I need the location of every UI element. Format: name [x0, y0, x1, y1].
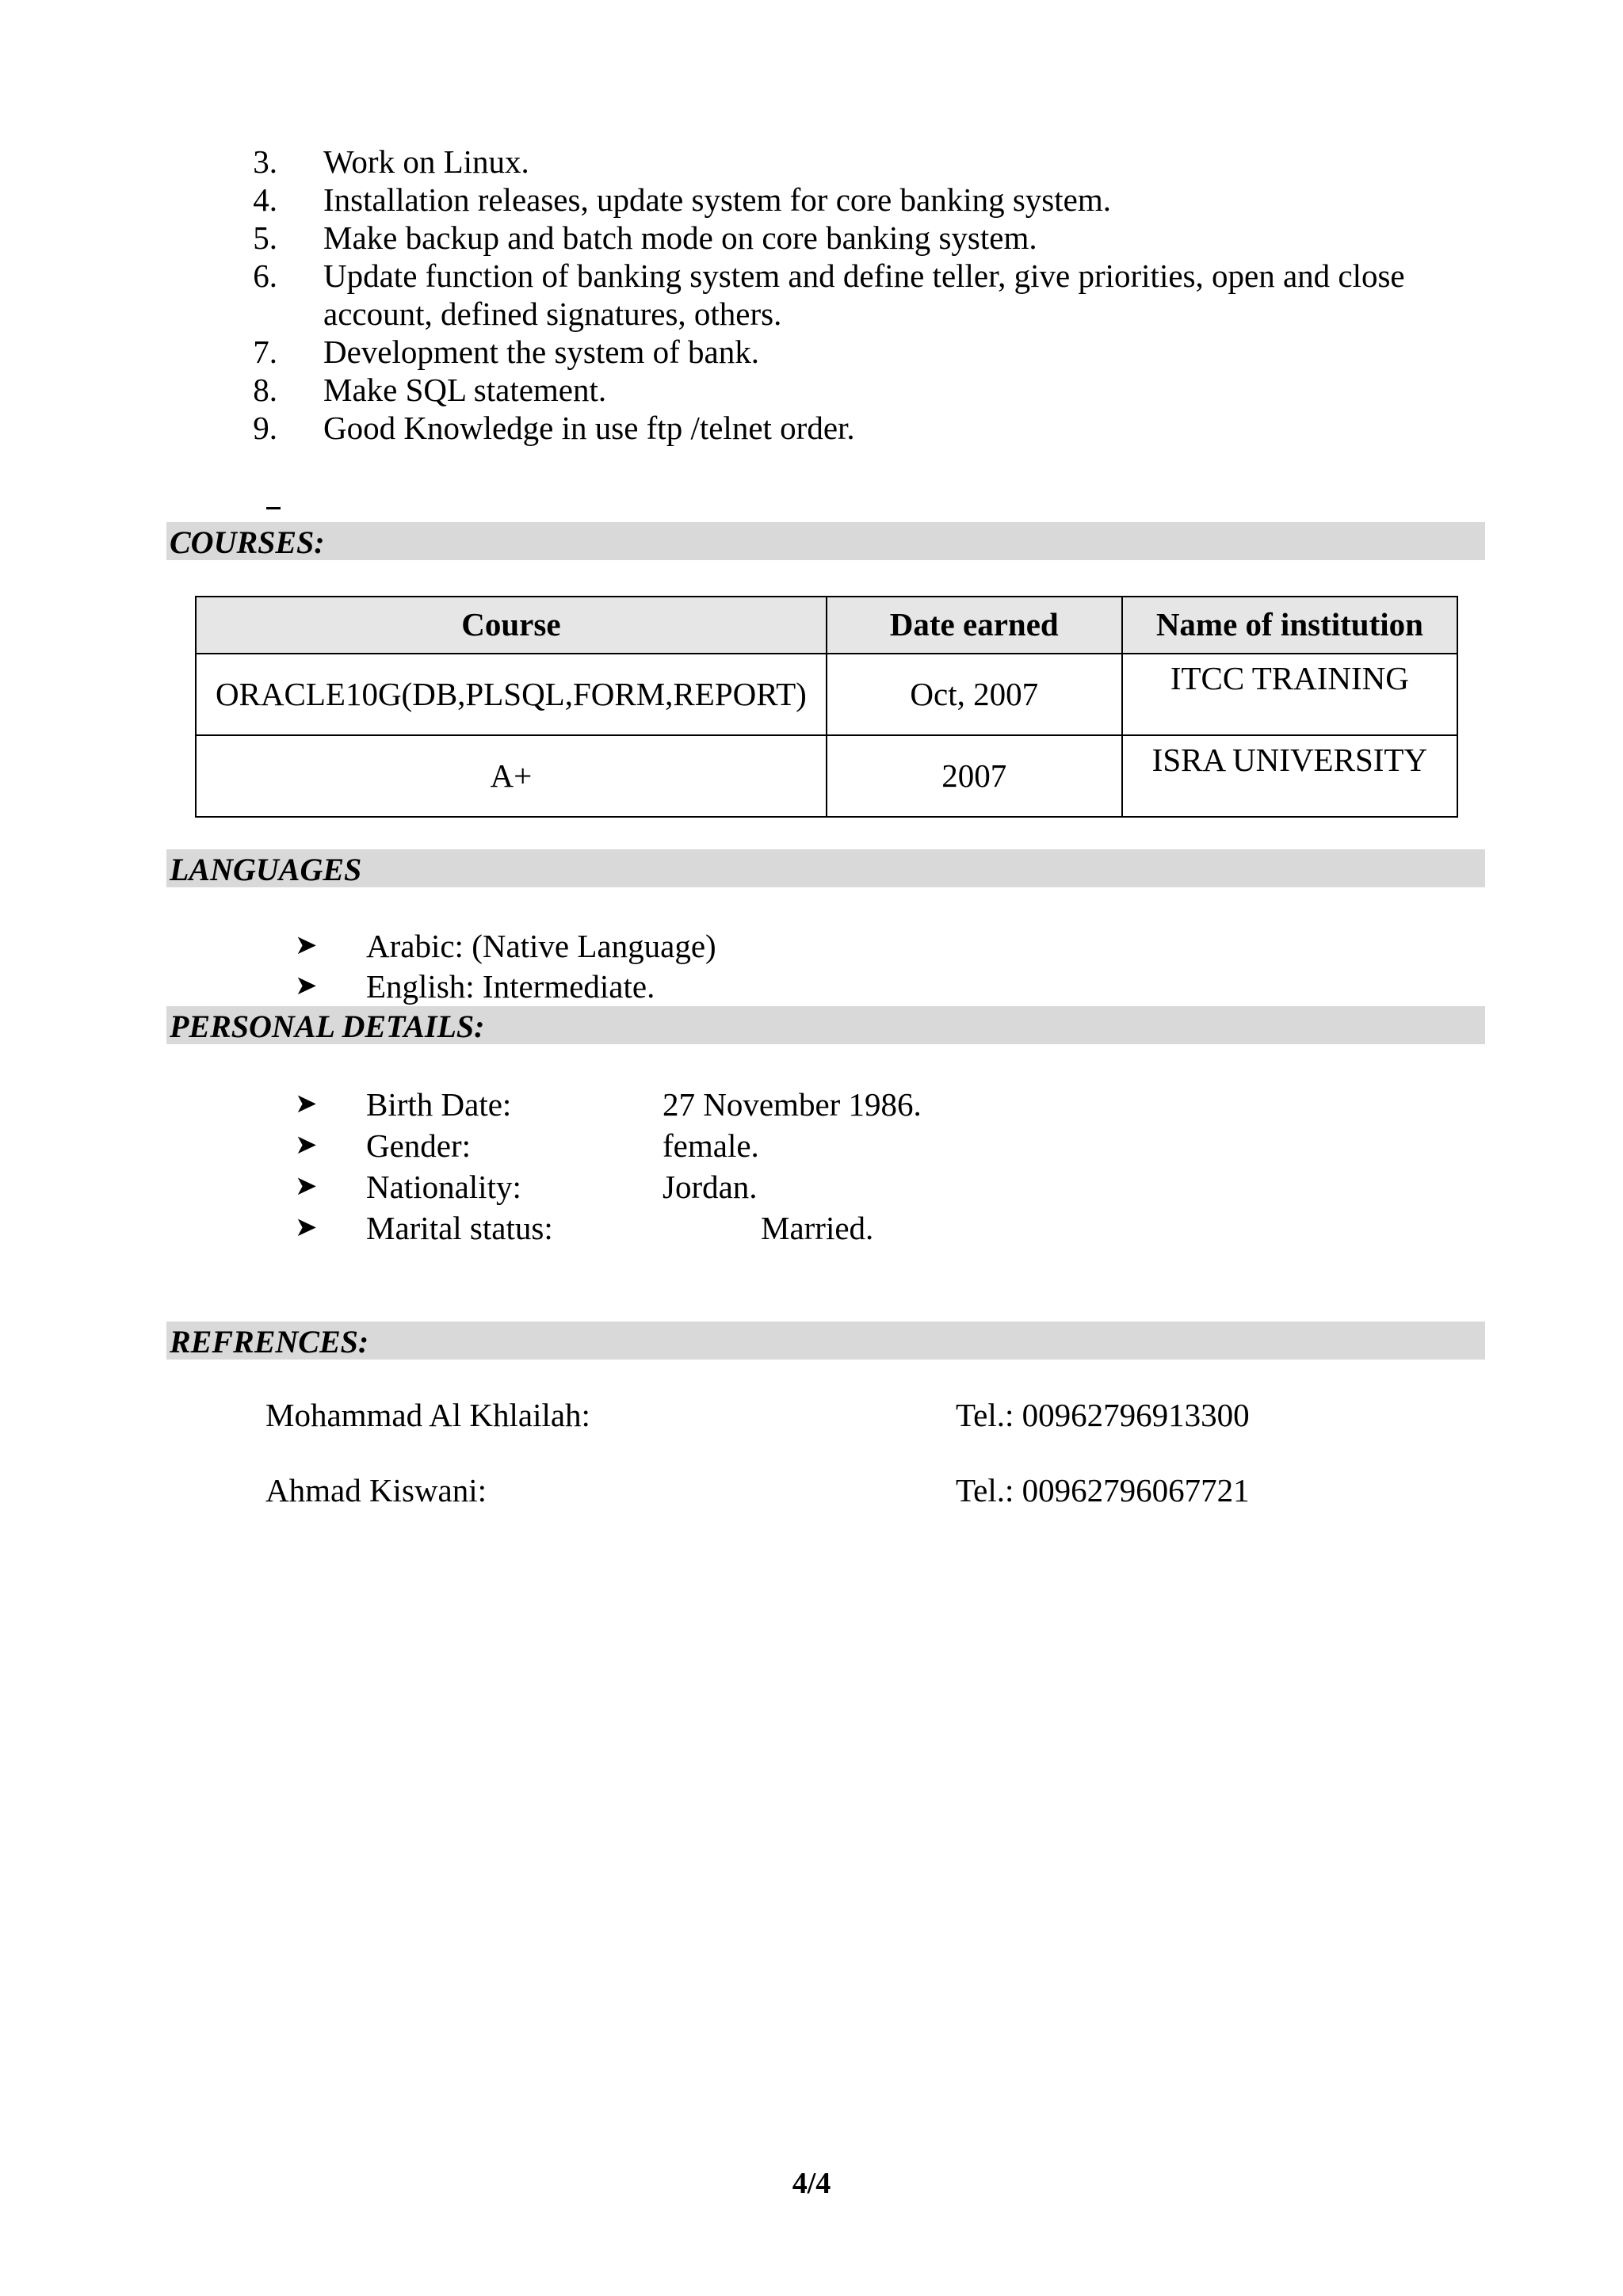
duty-number: 5. [253, 219, 277, 256]
stray-mark [266, 507, 281, 509]
language-text: English: Intermediate. [366, 968, 655, 1005]
duty-text: Update function of banking system and define teller, give priorities, open and close [323, 257, 1405, 294]
column-header-institution: Name of institution [1122, 597, 1457, 654]
arrowhead-bullet-icon: ➤ [295, 1089, 318, 1119]
duty-number: 4. [253, 181, 277, 218]
personal-section-bar [166, 1006, 1485, 1044]
reference-name: Mohammad Al Khlailah: [265, 1397, 590, 1433]
duty-text: Good Knowledge in use ftp /telnet order. [323, 410, 855, 446]
courses-table [195, 596, 1458, 818]
personal-value: Jordan. [663, 1169, 758, 1205]
duty-number: 3. [253, 143, 277, 180]
personal-value: Married. [761, 1210, 874, 1246]
personal-value: female. [663, 1127, 759, 1164]
date-cell: 2007 [827, 735, 1122, 817]
duty-number: 9. [253, 410, 277, 446]
references-heading: REFRENCES: [170, 1324, 369, 1360]
table-header-row [196, 597, 1457, 654]
arrowhead-bullet-icon: ➤ [295, 971, 318, 1001]
duty-text: Make backup and batch mode on core banking system. [323, 219, 1037, 256]
institution-cell: ITCC TRAINING [1122, 654, 1457, 735]
course-cell: A+ [196, 735, 827, 817]
duty-number: 8. [253, 372, 277, 408]
duty-text: account, defined signatures, others. [323, 296, 782, 332]
reference-name: Ahmad Kiswani: [265, 1472, 487, 1508]
column-header-course: Course [196, 597, 827, 654]
arrowhead-bullet-icon: ➤ [295, 1213, 318, 1242]
institution-cell: ISRA UNIVERSITY [1122, 735, 1457, 817]
page-number: 4/4 [792, 2167, 831, 2200]
duty-text: Development the system of bank. [323, 334, 759, 370]
arrowhead-bullet-icon: ➤ [295, 1131, 318, 1160]
personal-label: Gender: [366, 1127, 472, 1164]
personal-label: Birth Date: [366, 1086, 512, 1123]
languages-section-bar [166, 849, 1485, 887]
table-row [196, 654, 1457, 735]
personal-heading: PERSONAL DETAILS: [170, 1009, 485, 1044]
arrowhead-bullet-icon: ➤ [295, 931, 318, 960]
duty-number: 7. [253, 334, 277, 370]
courses-section-bar [166, 522, 1485, 560]
table-row [196, 735, 1457, 817]
courses-heading: COURSES: [170, 524, 325, 560]
duty-text: Installation releases, update system for core banking system. [323, 181, 1111, 218]
duty-text: Work on Linux. [323, 143, 529, 180]
language-text: Arabic: (Native Language) [366, 928, 716, 964]
duty-number: 6. [253, 257, 277, 294]
course-cell: ORACLE10G(DB,PLSQL,FORM,REPORT) [196, 654, 827, 735]
personal-label: Nationality: [366, 1169, 521, 1205]
duty-text: Make SQL statement. [323, 372, 607, 408]
languages-heading: LANGUAGES [170, 852, 362, 887]
reference-phone: Tel.: 00962796913300 [956, 1397, 1250, 1433]
reference-phone: Tel.: 00962796067721 [956, 1472, 1250, 1508]
column-header-date: Date earned [827, 597, 1122, 654]
arrowhead-bullet-icon: ➤ [295, 1172, 318, 1201]
references-section-bar [166, 1322, 1485, 1360]
date-cell: Oct, 2007 [827, 654, 1122, 735]
personal-value: 27 November 1986. [663, 1086, 922, 1123]
personal-label: Marital status: [366, 1210, 553, 1246]
